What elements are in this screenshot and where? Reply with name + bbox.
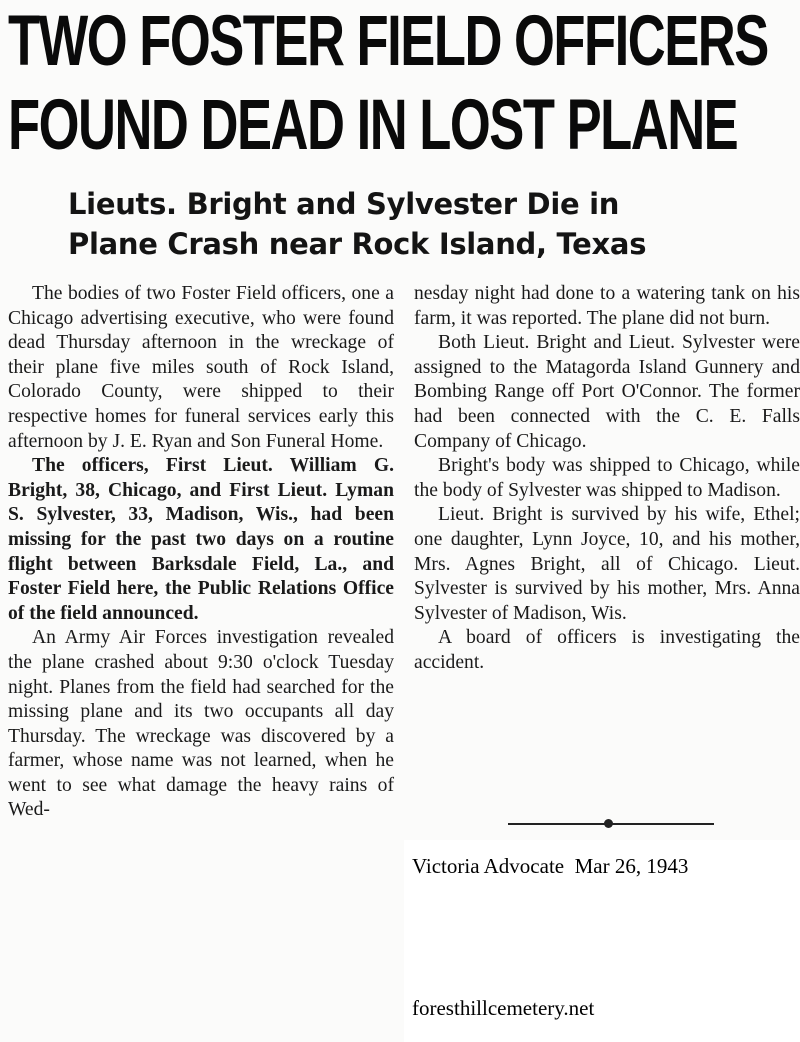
subheadline-line-2: Plane Crash near Rock Island, Texas (68, 227, 647, 261)
headline (8, 0, 768, 168)
source-caption: Victoria Advocate Mar 26, 1943 (412, 854, 689, 878)
paragraph: The bodies of two Foster Field officers, one a Chicago advertising executive, who were found dead Thursday afternoon in the wreckage of their plane five miles south of Rock Island, Colorado County, were shipped to their respective homes for funeral services early this afternoon by J. E. Ryan and Son Funeral Home. (8, 283, 394, 452)
website-credit: foresthillcemetery.net (412, 996, 595, 1020)
paragraph: Both Lieut. Bright and Lieut. Sylvester were assigned to the Matagorda Island Gunnery and Bombing Range off Port O'Connor. The former had been connected with the C. E. Falls Company of Chicago. (414, 332, 800, 452)
headline-line-2: FOUND DEAD IN LOST PLANE (8, 86, 738, 165)
subheadline (68, 184, 768, 264)
paragraph: Lieut. Bright is survived by his wife, Ethel; one daughter, Lynn Joyce, 10, and his mother, Mrs. Agnes Bright, all of Chicago. Lieut. Sylvester is survived by his mother, Mrs. Anna Sylvester of Madison, Wis. (414, 504, 800, 624)
end-rule-dot (604, 819, 613, 828)
subheadline-line-1: Lieuts. Bright and Sylvester Die in (68, 187, 620, 221)
article-column-right (414, 282, 800, 676)
headline-line-1: TWO FOSTER FIELD OFFICERS (8, 2, 768, 81)
paragraph: nesday night had done to a watering tank on his farm, it was reported. The plane did not burn. (414, 283, 800, 329)
article-column-left (8, 282, 394, 823)
paragraph: An Army Air Forces investigation revealed the plane crashed about 9:30 o'clock Tuesday night. Planes from the field had searched for the missing plane and its two occupants all day Thursday. The wreckage was discovered by a farmer, whose name was not learned, when he went to see what damage the heavy rains of Wed- (8, 627, 394, 821)
paragraph: A board of officers is investigating the accident. (414, 627, 800, 673)
paragraph: The officers, First Lieut. William G. Bright, 38, Chicago, and First Lieut. Lyman S. Sylvester, 33, Madison, Wis., had been missing for the past two days on a routine flight between Barksdale Field, La., and Foster Field here, the Public Relations Office of the field announced. (8, 455, 394, 624)
paragraph: Bright's body was shipped to Chicago, while the body of Sylvester was shipped to Madison. (414, 455, 800, 501)
